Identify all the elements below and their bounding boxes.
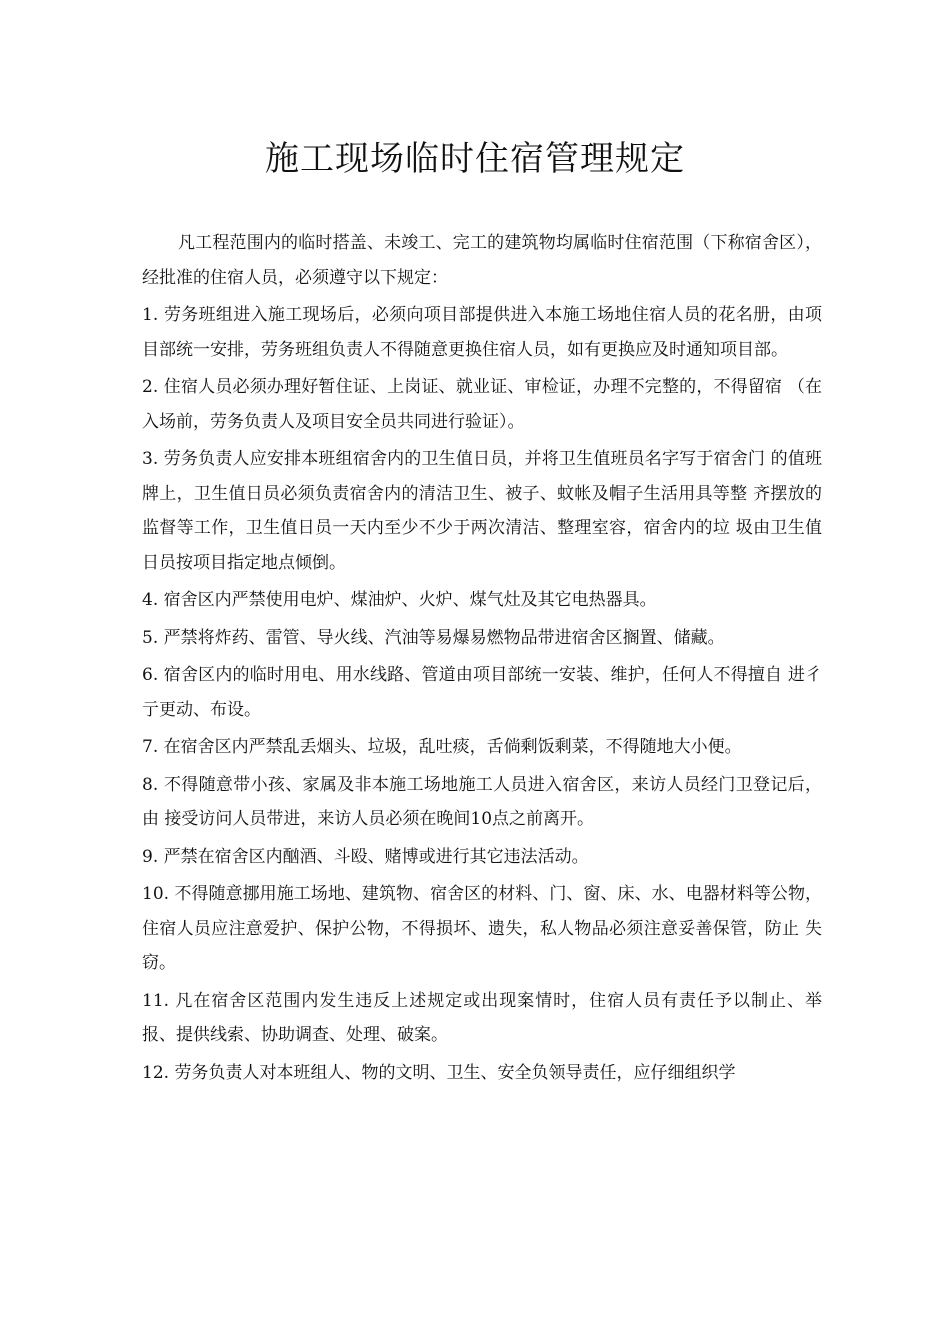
- rule-item-2: 2. 住宿人员必须办理好暂住证、上岗证、就业证、审检证，办理不完整的，不得留宿 （在入场前，劳务负责人及项目安全员共同进行验证）。: [142, 377, 822, 432]
- document-title: 施工现场临时住宿管理规定: [265, 139, 685, 179]
- rule-item-4: 4. 宿舍区内严禁使用电炉、煤油炉、火炉、煤气灶及其它电热器具。: [142, 590, 657, 610]
- rule-item-9: 9. 严禁在宿舍区内酗酒、斗殴、赌博或进行其它违法活动。: [142, 846, 589, 867]
- rule-item-6: 6. 宿舍区内的临时用电、用水线路、管道由项目部统一安装、维护，任何人不得擅自 进彳亍更动、布设。: [142, 665, 822, 720]
- rule-item-10: 10. 不得随意挪用施工场地、建筑物、宿舍区的材料、门、窗、床、水、电器材料等公物， 住宿人员应注意爱护、保护公物，不得损坏、遗失，私人物品必须注意妥善保管，防止 失窃。: [142, 884, 822, 973]
- rule-item-8: 8. 不得随意带小孩、家属及非本施工场地施工人员进入宿舍区，来访人员经门卫登记后，由 接受访问人员带进，来访人员必须在晚间10点之前离开。: [142, 774, 822, 829]
- rule-item-3: 3. 劳务负责人应安排本班组宿舍内的卫生值日员，并将卫生值班员名字写于宿舍门 的值班牌上，卫生值日员必须负责宿舍内的清洁卫生、被子、蚊帐及帽子生活用具等整 齐摆放的监督等工作，卫生值日员一天内至少不少于两次清洁、整理室容，宿舍内的垃 圾由卫生值日员按项目指定地点倾倒。: [142, 449, 822, 573]
- rule-item-1: 1. 劳务班组进入施工现场后，必须向项目部提供进入本施工场地住宿人员的花名册，由项 目部统一安排，劳务班组负责人不得随意更换住宿人员，如有更换应及时通知项目部。: [142, 305, 822, 360]
- rule-item-5: 5. 严禁将炸药、雷管、导火线、汽油等易爆易燃物品带进宿舍区搁置、储藏。: [142, 627, 725, 648]
- intro-paragraph: 凡工程范围内的临时搭盖、未竣工、完工的建筑物均属临时住宿范围（下称宿舍区）， 经批准的住宿人员，必须遵守以下规定：: [142, 233, 822, 288]
- document-body: [142, 226, 822, 1093]
- rule-item-12: 12. 劳务负责人对本班组人、物的文明、卫生、安全负领导责任，应仔细组织学: [142, 1062, 736, 1083]
- rule-item-11: 11. 凡在宿舍区范围内发生违反上述规定或出现案情时，住宿人员有责任予以制止、举 报、提供线索、协助调查、处理、破案。: [142, 990, 822, 1045]
- rule-item-7: 7. 在宿舍区内严禁乱丢烟头、垃圾，乱吐痰，舌倘剩饭剩菜，不得随地大小便。: [142, 737, 742, 757]
